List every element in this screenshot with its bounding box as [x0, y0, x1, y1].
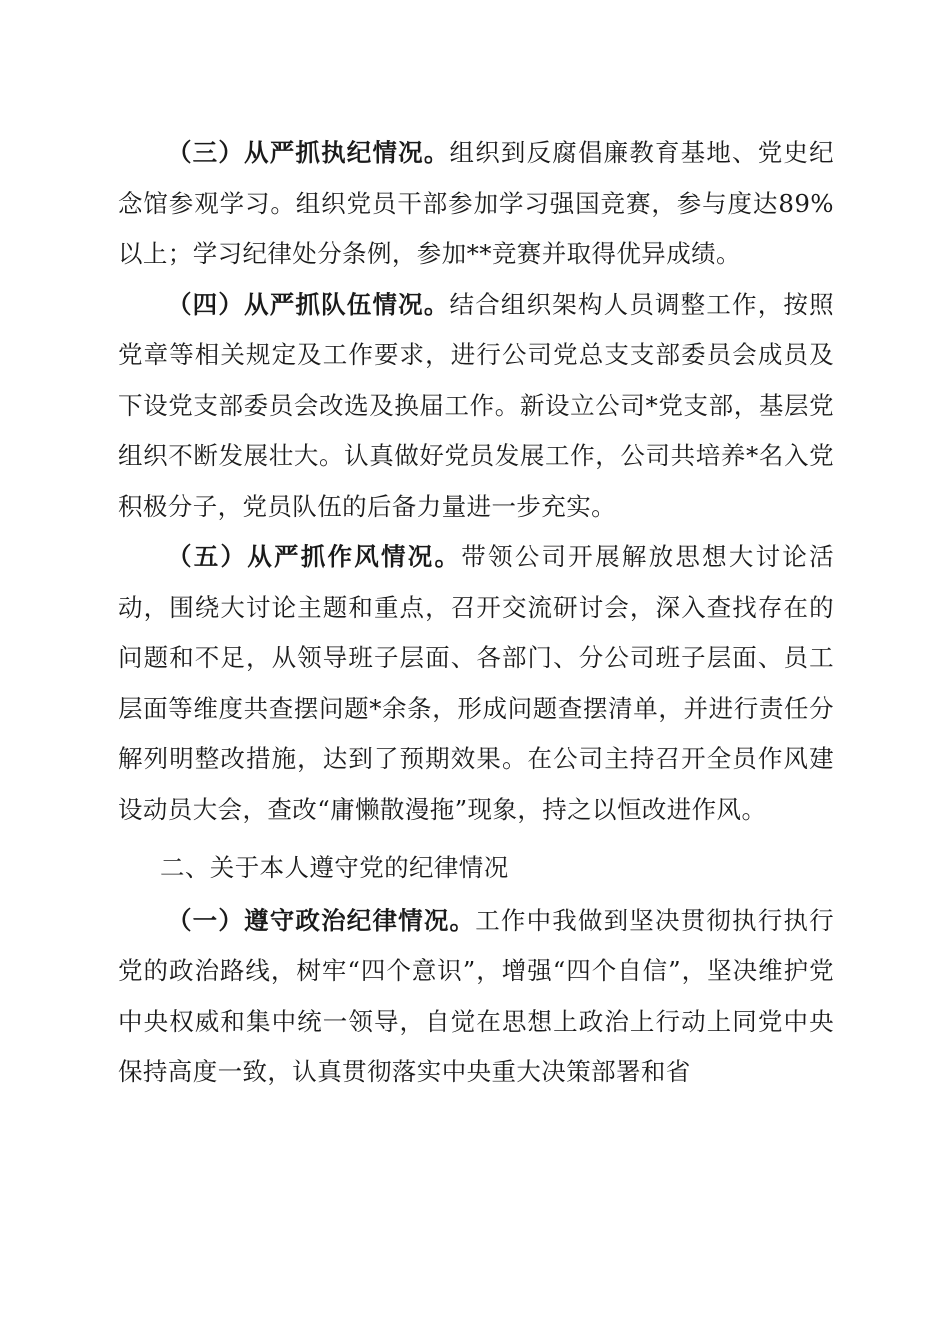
paragraph-text: 工作中我做到坚决贯彻执行执行党的政治路线，树牢“四个意识”，增强“四个自信”，坚决维护党中央权威和集中统一领导，自觉在思想上政治上行动上同党中央保持高度一致，认真贯彻落实中央重大决策部署和省: [118, 905, 834, 1086]
paragraph-political-discipline: [118, 896, 834, 1098]
paragraph-work-style: [118, 532, 834, 835]
document-page: [118, 128, 834, 1098]
section-heading: 二、关于本人遵守党的纪律情况: [160, 853, 509, 882]
paragraph-text: 组织到反腐倡廉教育基地、党史纪念馆参观学习。组织党员干部参加学习强国竞赛，参与度达89%以上；学习纪律处分条例，参加**竞赛并取得优异成绩。: [118, 138, 835, 268]
paragraph-lead: （四）从严抓队伍情况。: [167, 289, 450, 319]
paragraph-lead: （一）遵守政治纪律情况。: [167, 905, 476, 935]
paragraph-team-building: [118, 280, 834, 533]
paragraph-lead: （三）从严抓执纪情况。: [167, 138, 450, 167]
paragraph-discipline-enforcement: [118, 128, 834, 280]
paragraph-lead: （五）从严抓作风情况。: [167, 542, 462, 571]
paragraph-text: 结合组织架构人员调整工作，按照党章等相关规定及工作要求，进行公司党总支支部委员会成员及下设党支部委员会改选及换届工作。新设立公司*党支部，基层党组织不断发展壮大。认真做好党员发展工作，公司共培养*名入党积极分子，党员队伍的后备力量进一步充实。: [118, 289, 835, 521]
paragraph-text: 带领公司开展解放思想大讨论活动，围绕大讨论主题和重点，召开交流研讨会，深入查找存在的问题和不足，从领导班子层面、各部门、分公司班子层面、员工层面等维度共查摆问题*余条，形成问题查摆清单，并进行责任分解列明整改措施，达到了预期效果。在公司主持召开全员作风建设动员大会，查改“庸懒散漫拖”现象，持之以恒改进作风。: [118, 542, 834, 824]
